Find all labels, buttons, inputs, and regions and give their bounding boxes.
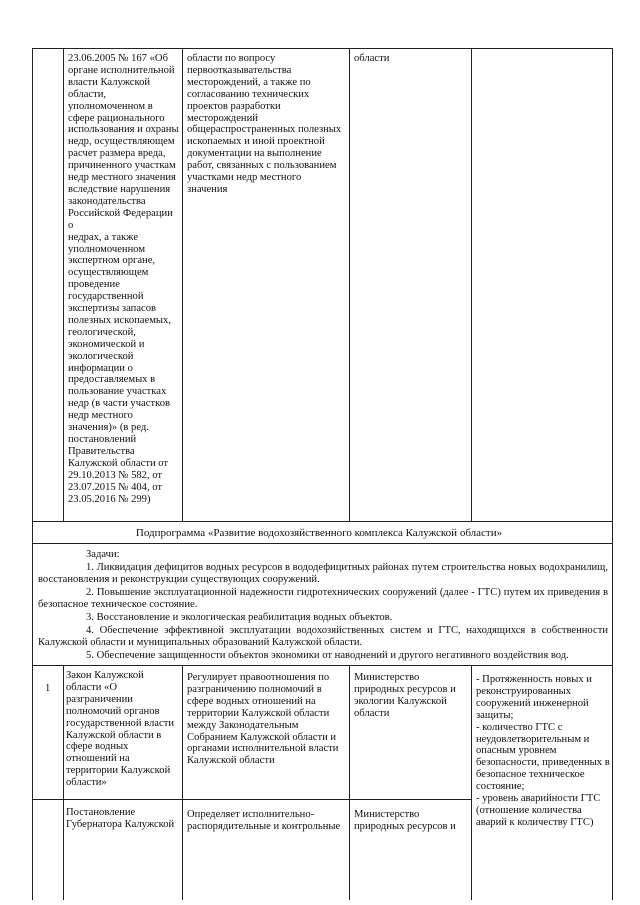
table-border (32, 48, 613, 49)
table-border (349, 665, 350, 900)
table-border (182, 665, 183, 900)
executor-cell: Министерство природных ресурсов и (354, 809, 456, 832)
table-border (612, 665, 613, 900)
regulation-scope-cell: Регулирует правоотношения по разграничению полномочий в сфере водных отношений на территории Калужской области между Законодательным Собранием Калужской области и органами исполнительной власти Калужской области (187, 672, 339, 767)
table-border (612, 543, 613, 665)
table-border (32, 665, 613, 666)
table-border (32, 543, 613, 544)
tasks-heading: Задачи: (86, 549, 120, 560)
executor-cell: Министерство природных ресурсов и экологии Калужской области (354, 672, 456, 719)
regulation-scope-cell: Определяет исполнительно- распорядительные и контрольные (187, 809, 341, 832)
table-border (32, 665, 33, 900)
task-item: 4. Обеспечение эффективной эксплуатации водохозяйственных систем и ГТС, находящихся в собственности Калужской области и муниципальных образований Калужской области. (38, 625, 608, 648)
table-border (471, 48, 472, 522)
normative-act-cell: Постановление Губернатора Калужской (66, 807, 175, 830)
table-border (63, 665, 64, 900)
subprogram-title: Подпрограмма «Развитие водохозяйственного комплекса Калужской области» (135, 527, 503, 539)
task-item: 2. Повышение эксплуатационной надежности гидротехнических сооружений (далее - ГТС) путем их приведения в безопасное техническое состояние. (38, 587, 608, 610)
executor-cell: области (354, 53, 390, 64)
table-border (349, 48, 350, 522)
table-border (63, 48, 64, 522)
normative-act-cell: 23.06.2005 № 167 «Об органе исполнительной власти Калужской области, уполномоченном в сфере рационального использования и охраны недр, осуществляющем расчет размера вреда, причиненного участкам недр местного значения вследствие нарушения законодательства Российской Федерации о недрах, а также уполномоченном экспертном органе, осуществляющем проведение государственной экспертизы запасов полезных ископаемых, геологической, экономической и экологической информации о предоставляемых в пользование участках недр (в части участков недр местного значения)» (в ред. постановлений Правительства Калужской области от 29.10.2013 № 582, от 23.07.2015 № 404, от 23.05.2016 № 299) (68, 53, 179, 505)
table-border (471, 665, 472, 900)
task-item: 1. Ликвидация дефицитов водных ресурсов в вододефицитных районах путем строительства новых водохранилищ, восстановления и реконструкции существующих сооружений. (38, 562, 608, 585)
table-border (32, 48, 33, 522)
table-border (32, 799, 472, 800)
table-border (182, 48, 183, 522)
table-border (32, 521, 613, 522)
task-item: 3. Восстановление и экологическая реабилитация водных объектов. (86, 612, 393, 623)
table-border (32, 543, 33, 665)
indicators-cell: - Протяженность новых и реконструированных сооружений инженерной защиты; - количество ГТС с неудовлетворительным и опасным уровнем безопасности, приведенных в безопасное техническое состояние; - уровень аварийности ГТС (отношение количества аварий к количеству ГТС) (476, 674, 610, 828)
table-border (612, 48, 613, 522)
regulation-scope-cell: области по вопросу первоотказывательства месторождений, а также по согласованию технических проектов разработки месторождений общераспространенных полезных ископаемых и иной проектной документации на выполнение работ, связанных с пользованием участками недр местного значения (187, 53, 342, 195)
row-number: 1 (45, 683, 51, 694)
task-item: 5. Обеспечение защищенности объектов экономики от наводнений и другого негативного воздействия вод. (86, 650, 569, 661)
normative-act-cell: Закон Калужской области «О разграничении полномочий органов государственной власти Калужской области в сфере водных отношений на территории Калужской области» (66, 670, 175, 789)
